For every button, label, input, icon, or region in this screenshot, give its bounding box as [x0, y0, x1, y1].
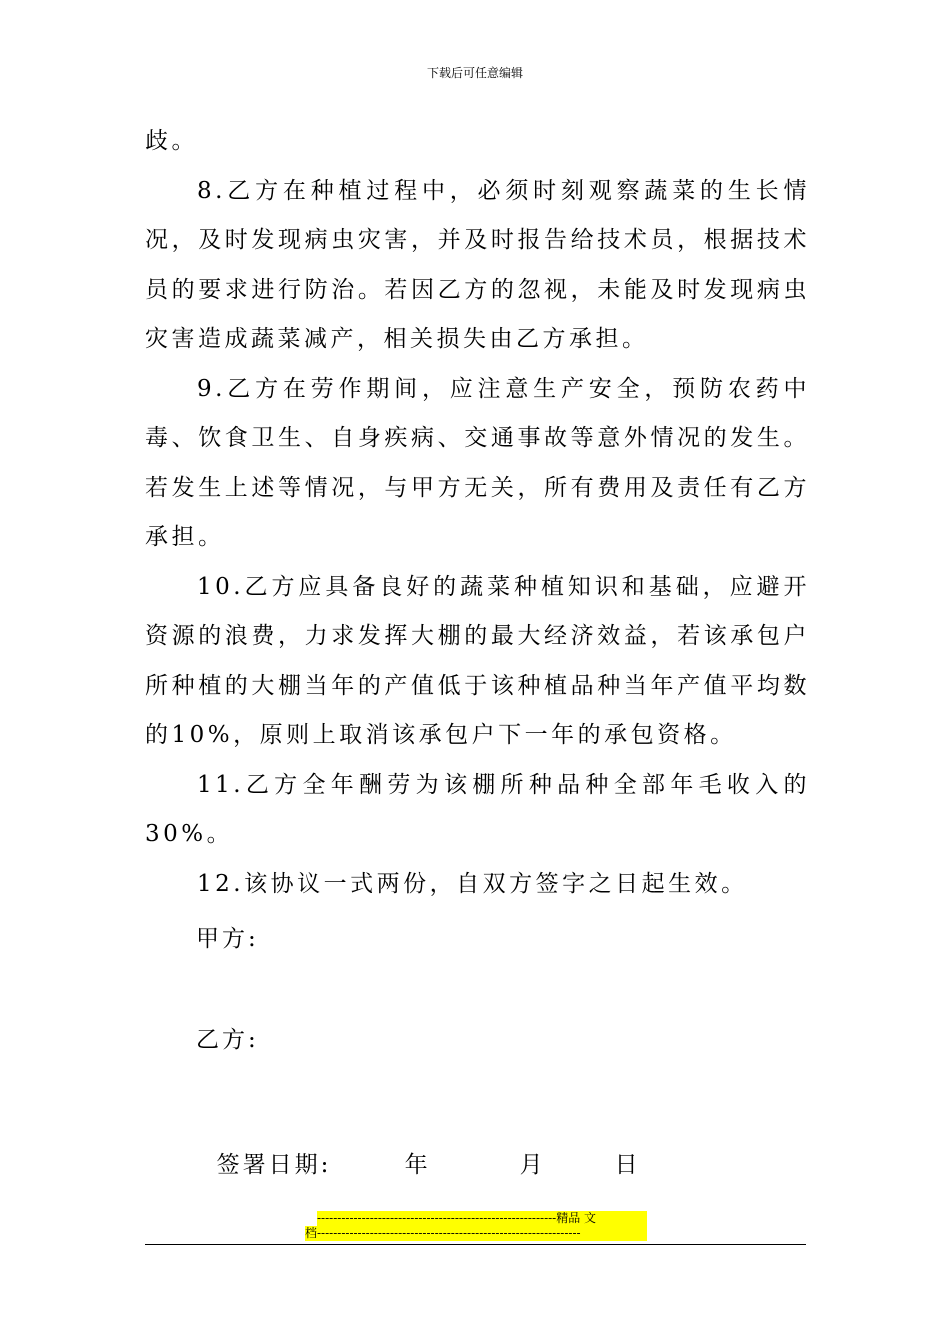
- date-year-label: 年: [404, 1152, 431, 1178]
- date-month-label: 月: [519, 1152, 546, 1178]
- header-note: 下载后可任意编辑: [426, 66, 523, 80]
- paragraph-continuation: 歧。: [145, 128, 198, 154]
- footer-banner: [305, 1211, 647, 1241]
- clause-8: 8.乙方在种植过程中，必须时刻观察蔬菜的生长情况，及时发现病虫灾害，并及时报告给技术员，根据技术员的要求进行防治。若因乙方的忽视，未能及时发现病虫灾害造成蔬菜减产，相关损失由乙方承担。: [145, 177, 810, 352]
- party-a-signature-label: 甲方:: [196, 926, 259, 952]
- date-day-label: 日: [614, 1152, 641, 1178]
- signing-date-line: [196, 1120, 641, 1179]
- document-body: [145, 117, 810, 909]
- footer-banner-line-2: 档-----------------------------------------------------------------: [305, 1226, 647, 1241]
- footer-banner-line-1: -----------------------------------------------------------精品 文: [317, 1211, 647, 1226]
- clause-12: 12.该协议一式两份，自双方签字之日起生效。: [197, 870, 748, 897]
- clause-10: 10.乙方应具备良好的蔬菜种植知识和基础，应避开资源的浪费，力求发挥大棚的最大经济效益，若该承包户所种植的大棚当年的产值低于该种植品种当年产值平均数的10%，原则上取消该承包户下一年的承包资格。: [145, 573, 810, 748]
- signing-date-label: 签署日期:: [216, 1152, 332, 1178]
- party-b-signature-label: 乙方:: [196, 1027, 259, 1053]
- footer-divider: [145, 1244, 806, 1245]
- clause-9: 9.乙方在劳作期间，应注意生产安全，预防农药中毒、饮食卫生、自身疾病、交通事故等意外情况的发生。若发生上述等情况，与甲方无关，所有费用及责任有乙方承担。: [145, 375, 810, 550]
- clause-11: 11.乙方全年酬劳为该棚所种品种全部年毛收入的30%。: [145, 771, 810, 847]
